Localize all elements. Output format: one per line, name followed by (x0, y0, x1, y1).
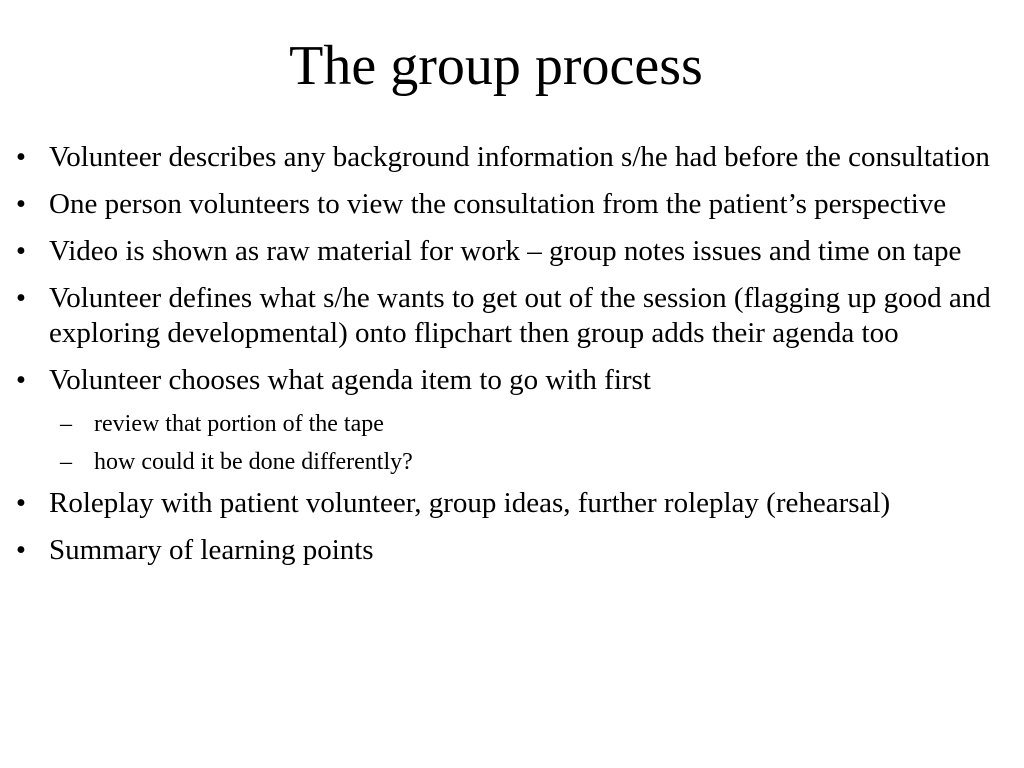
sub-list-item-text: how could it be done differently? (94, 449, 413, 475)
list-item-text: Volunteer defines what s/he wants to get out of the session (flagging up good and exploring developmental) onto flipchart then group adds their agenda too (49, 282, 991, 349)
slide-title: The group process (289, 35, 703, 97)
bullet-icon: • (15, 282, 27, 314)
list-item-text: One person volunteers to view the consultation from the patient’s perspective (49, 188, 947, 220)
bullet-icon: • (15, 188, 27, 220)
dash-icon: – (60, 449, 72, 475)
list-item-text: Summary of learning points (49, 534, 374, 566)
list-item-text: Roleplay with patient volunteer, group ideas, further roleplay (rehearsal) (49, 487, 891, 519)
list-item (10, 363, 1010, 398)
dash-icon: – (60, 411, 72, 437)
list-item (10, 281, 1010, 351)
list-item-text: Volunteer describes any background information s/he had before the consultation (49, 141, 990, 173)
sub-list-item (10, 410, 1010, 438)
list-item (10, 234, 1010, 269)
list-item (10, 140, 1010, 175)
bullet-icon: • (15, 534, 27, 566)
sub-list-item-text: review that portion of the tape (94, 411, 384, 437)
sub-list-item (10, 448, 1010, 476)
list-item (10, 187, 1010, 222)
list-item-text: Video is shown as raw material for work – group notes issues and time on tape (49, 235, 962, 267)
list-item (10, 486, 1010, 521)
bullet-list (10, 140, 1010, 580)
bullet-icon: • (15, 141, 27, 173)
bullet-icon: • (15, 487, 27, 519)
list-item (10, 533, 1010, 568)
bullet-icon: • (15, 364, 27, 396)
list-item-text: Volunteer chooses what agenda item to go with first (49, 364, 651, 396)
bullet-icon: • (15, 235, 27, 267)
